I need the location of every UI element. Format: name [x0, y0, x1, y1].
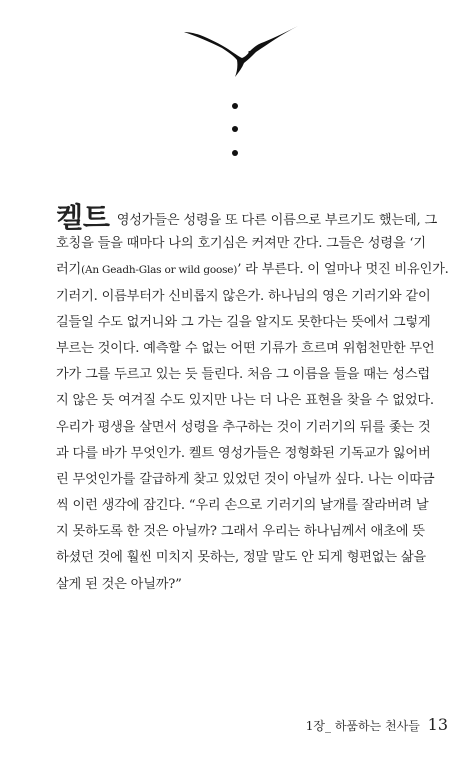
lead-word: 켈트	[56, 201, 110, 234]
text-line	[56, 201, 438, 234]
ornament-dot	[232, 150, 238, 156]
text-line: 기러기. 이름부터가 신비롭지 않은가. 하나님의 영은 기러기와 같이	[56, 288, 431, 304]
text-line: 우리가 평생을 살면서 성령을 추구하는 것이 기러기의 뒤를 좇는 것	[56, 419, 431, 435]
body-text	[56, 201, 449, 598]
text-line: 하셨던 것에 훨씬 미치지 못하는, 정말 말도 안 되게 형편없는 삶을	[56, 550, 426, 566]
text-line: 지 못하도록 한 것은 아닐까? 그래서 우리는 하나님께서 애초에 뜻	[56, 524, 425, 540]
ornament-dot	[232, 103, 238, 109]
text-line: 과 다를 바가 무엇인가. 켈트 영성가들은 정형화된 기독교가 잃어버	[56, 445, 431, 461]
chapter-title: 1장_ 하품하는 천사들	[305, 719, 420, 733]
text-line-content: 영성가들은 성령을 또 다른 이름으로 부르기도 했는데, 그	[112, 213, 438, 228]
text-line-content: 러기	[56, 262, 82, 278]
text-line: 부르는 것이다. 예측할 수 없는 어떤 기류가 흐르며 위험천만한 무언	[56, 340, 435, 356]
ornament-dot	[232, 126, 238, 132]
latin-gloss: (An Geadh-Glas or wild goose)	[81, 264, 238, 277]
page-footer	[306, 715, 448, 734]
text-line: 씩 이런 생각에 잠긴다. “우리 손으로 기러기의 날개를 잘라버려 날	[56, 498, 429, 514]
page-number: 13	[427, 715, 448, 734]
text-line: 호칭을 들을 때마다 나의 호기심은 커져만 간다. 그들은 성령을 ‘기	[56, 236, 426, 252]
text-line: 가가 그를 두르고 있는 듯 들린다. 처음 그 이름을 들을 때는 성스럽	[56, 367, 430, 383]
text-line: 린 무엇인가를 갈급하게 찾고 있었던 것이 아닐까 싶다. 나는 이따금	[56, 471, 435, 487]
text-line	[56, 257, 449, 283]
text-line: 지 않은 듯 여겨질 수도 있지만 나는 더 나은 표현을 찾을 수 없었다.	[56, 393, 434, 409]
text-line: 살게 된 것은 아닐까?”	[56, 576, 182, 592]
text-line-content: ’ 라 부른다. 이 얼마나 멋진 비유인가.	[237, 262, 449, 278]
text-line: 길들일 수도 없거니와 그 가는 길을 알지도 못한다는 뜻에서 그렇게	[56, 314, 431, 330]
goose-icon	[182, 22, 300, 78]
